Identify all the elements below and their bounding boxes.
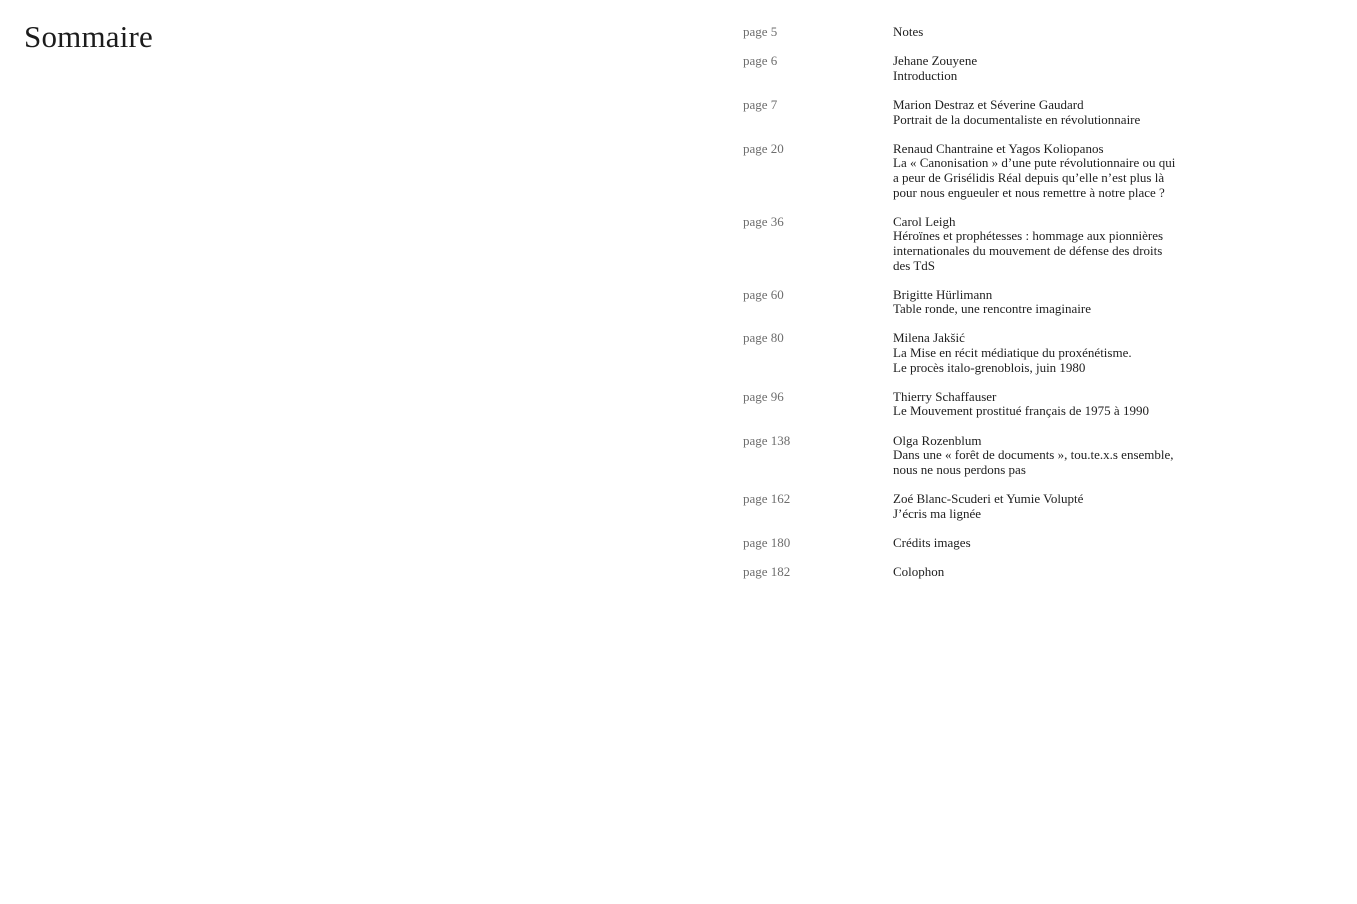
toc-entry-line: J’écris ma lignée [893, 505, 982, 521]
toc-entry [743, 288, 1203, 317]
toc-entry-heading: Colophon [893, 563, 945, 579]
toc-entry-heading: Thierry Schaffauser [893, 388, 997, 404]
toc-page-number: page 138 [743, 432, 791, 448]
toc-entry-line: Table ronde, une rencontre imaginaire [893, 301, 1091, 317]
toc-entry-heading: Brigitte Hürlimann [893, 286, 993, 302]
toc-entry-text [893, 288, 1203, 317]
toc-entry-heading: Zoé Blanc-Scuderi et Yumie Volupté [893, 491, 1084, 506]
toc-page-number: page 162 [743, 491, 791, 506]
toc-entry [743, 536, 1203, 551]
toc-entry [743, 142, 1203, 200]
toc-entry [743, 434, 1203, 478]
toc-entry-text [893, 390, 1203, 419]
toc-entry-text [893, 492, 1203, 521]
toc-page-number: page 180 [743, 534, 791, 550]
toc-entry-heading: Notes [893, 24, 924, 39]
toc-page-number: page 80 [743, 330, 784, 346]
toc-entry-heading: Jehane Zouyene [893, 53, 978, 69]
toc-entry-line: internationales du mouvement de défense des droits [893, 242, 1163, 258]
toc-entry-line: nous ne nous perdons pas [893, 461, 1026, 477]
toc-entry-heading: Renaud Chantraine et Yagos Koliopanos [893, 140, 1104, 156]
toc-entry-heading: Marion Destraz et Séverine Gaudard [893, 96, 1084, 112]
toc-entry-text [893, 536, 1203, 551]
toc-entry-line: La « Canonisation » d’une pute révolutionnaire ou qui [893, 155, 1176, 171]
table-of-contents [743, 25, 1203, 594]
toc-page-number: page 20 [743, 140, 784, 156]
toc-page-number: page 182 [743, 563, 791, 579]
toc-page-number: page 36 [743, 213, 784, 229]
toc-entry-heading: Milena Jakšić [893, 330, 965, 346]
toc-entry-heading: Crédits images [893, 534, 971, 550]
toc-entry-line: des TdS [893, 257, 936, 273]
toc-entry-heading: Carol Leigh [893, 213, 956, 229]
toc-entry-line: Le Mouvement prostitué français de 1975 à 1990 [893, 403, 1149, 419]
toc-entry-text [893, 98, 1203, 127]
toc-entry [743, 331, 1203, 375]
toc-page-number: page 5 [743, 24, 778, 39]
toc-page-number: page 60 [743, 286, 784, 302]
toc-entry-line: a peur de Grisélidis Réal depuis qu’elle n’est plus là [893, 169, 1165, 185]
toc-entry-text [893, 142, 1203, 200]
toc-entry [743, 215, 1203, 273]
toc-entry-text [893, 565, 1203, 580]
page-title: Sommaire [24, 19, 154, 54]
toc-page-number: page 7 [743, 96, 778, 112]
toc-entry-line: Le procès italo-grenoblois, juin 1980 [893, 359, 1086, 375]
toc-entry-line: Portrait de la documentaliste en révolutionnaire [893, 111, 1141, 127]
toc-entry [743, 54, 1203, 83]
toc-entry-line: Héroïnes et prophétesses : hommage aux pionnières [893, 228, 1164, 244]
toc-entry-line: Introduction [893, 67, 958, 83]
toc-entry-line: pour nous engueuler et nous remettre à notre place ? [893, 184, 1165, 200]
toc-entry [743, 565, 1203, 580]
toc-entry-text [893, 215, 1203, 273]
toc-entry-heading: Olga Rozenblum [893, 432, 982, 448]
toc-page-number: page 6 [743, 53, 778, 69]
toc-entry-text [893, 25, 1203, 40]
toc-entry-text [893, 434, 1203, 478]
toc-entry-line: Dans une « forêt de documents », tou.te.x.s ensemble, [893, 447, 1174, 463]
toc-entry-line: La Mise en récit médiatique du proxénétisme. [893, 345, 1132, 361]
toc-entry [743, 25, 1203, 40]
toc-entry [743, 492, 1203, 521]
toc-entry [743, 98, 1203, 127]
toc-page-number: page 96 [743, 388, 784, 404]
toc-entry [743, 390, 1203, 419]
toc-entry-text [893, 54, 1203, 83]
toc-entry-text [893, 331, 1203, 375]
